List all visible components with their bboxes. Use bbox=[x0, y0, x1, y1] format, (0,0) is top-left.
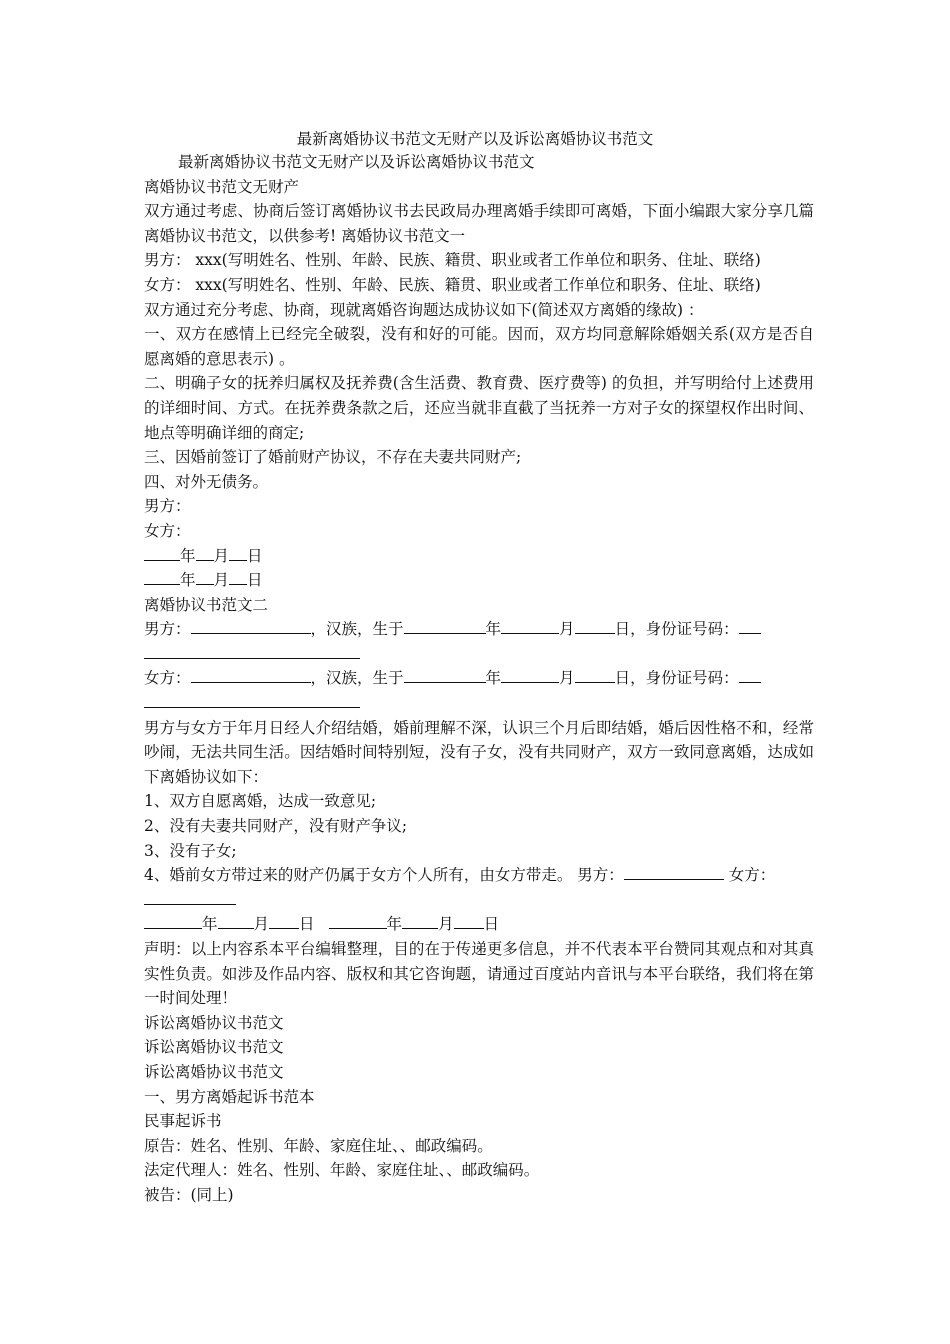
id-label: ，身份证号码： bbox=[630, 669, 739, 688]
id-blank bbox=[739, 667, 761, 683]
signature-male: 男方： bbox=[144, 497, 191, 516]
month-blank bbox=[218, 913, 254, 929]
day-blank bbox=[454, 913, 484, 929]
s2-item-4-female: 女方： bbox=[723, 866, 776, 885]
id-blank-cont bbox=[144, 692, 360, 708]
day-label: 日 bbox=[247, 546, 263, 565]
s2-female-line-cont bbox=[144, 691, 814, 716]
clause-3: 三、因婚前签订了婚前财产协议，不存在夫妻共同财产; bbox=[144, 448, 522, 467]
month-label: 月 bbox=[213, 546, 230, 565]
year-label: 年 bbox=[485, 669, 502, 688]
civil-complaint-title: 民事起诉书 bbox=[144, 1112, 222, 1131]
document-body bbox=[144, 150, 814, 1208]
year-label: 年 bbox=[180, 571, 196, 590]
plaintiff-line: 原告：姓名、性别、年龄、家庭住址、、邮政编码。 bbox=[144, 1136, 493, 1155]
name-blank bbox=[191, 667, 311, 683]
year-blank bbox=[144, 545, 180, 561]
month-blank bbox=[196, 545, 214, 561]
month-blank bbox=[402, 913, 438, 929]
clause-2: 二、明确子女的抚养归属权及抚养费(含生活费、教育费、医疗费等) 的负担，并写明给付上述费用的详细时间、方式。在抚养费条款之后，还应当就非直截了当抚养一方对子女的探望权作出时间、地点等明确详细的商定; bbox=[144, 374, 814, 442]
defendant-line: 被告：(同上) bbox=[144, 1185, 234, 1204]
sample-2-heading: 离婚协议书范文二 bbox=[144, 595, 269, 614]
month-label: 月 bbox=[559, 620, 575, 639]
day-blank bbox=[575, 667, 615, 683]
female-info-line: 女方： xxx(写明姓名、性别、年龄、民族、籍贯、职业或者工作单位和职务、住址、联络) bbox=[144, 275, 761, 294]
month-blank bbox=[196, 569, 214, 585]
month-label: 月 bbox=[213, 571, 230, 590]
disclaimer: 声明：以上内容系本平台编辑整理，目的在于传递更多信息，并不代表本平台赞同其观点和对其真实性负责。如涉及作品内容、版权和其它咨询题，请通过百度站内音讯与本平台联络，我们将在第一时间处理！ bbox=[144, 940, 814, 1008]
month-blank bbox=[501, 667, 559, 683]
day-blank bbox=[269, 913, 299, 929]
female-sign-blank bbox=[144, 889, 236, 905]
day-label: 日 bbox=[614, 669, 631, 688]
day-blank bbox=[229, 545, 247, 561]
s2-item-3: 3、没有子女; bbox=[144, 841, 237, 860]
agreement-intro: 双方通过充分考虑、协商，现就离婚咨询题达成协议如下(简述双方离婚的缘故) ： bbox=[144, 300, 704, 319]
male-sign-blank bbox=[624, 864, 724, 880]
document-subtitle: 最新离婚协议书范文无财产以及诉讼离婚协议书范文 bbox=[178, 153, 535, 171]
s2-male-line-cont bbox=[144, 642, 814, 667]
ethnic-born-label: ，汉族，生于 bbox=[310, 669, 404, 688]
signature-female: 女方： bbox=[144, 521, 191, 540]
year-blank bbox=[404, 618, 486, 634]
month-blank bbox=[501, 618, 559, 634]
intro-paragraph: 双方通过考虑、协商后签订离婚协议书去民政局办理离婚手续即可离婚，下面小编跟大家分享几篇离婚协议书范文，以供参考! 离婚协议书范文一 bbox=[144, 202, 814, 245]
s2-item-2: 2、没有夫妻共同财产，没有财产争议; bbox=[144, 817, 408, 836]
name-blank bbox=[191, 618, 311, 634]
male-info-line: 男方： xxx(写明姓名、性别、年龄、民族、籍贯、职业或者工作单位和职务、住址、联络) bbox=[144, 251, 761, 270]
s2-male-line bbox=[144, 617, 814, 642]
s2-female-label: 女方： bbox=[144, 669, 191, 688]
legal-agent-line: 法定代理人：姓名、性别、年龄、家庭住址、、邮政编码。 bbox=[144, 1161, 540, 1180]
year-blank bbox=[404, 667, 486, 683]
day-label: 日 bbox=[614, 620, 631, 639]
document-title: 最新离婚协议书范文无财产以及诉讼离婚协议书范文 bbox=[296, 130, 654, 148]
month-label: 月 bbox=[559, 669, 575, 688]
month-label: 月 bbox=[253, 915, 270, 934]
date-line-1 bbox=[144, 544, 814, 569]
year-label: 年 bbox=[202, 915, 218, 934]
day-blank bbox=[229, 569, 247, 585]
year-blank bbox=[144, 569, 180, 585]
year-blank bbox=[329, 913, 387, 929]
id-label: ，身份证号码： bbox=[630, 620, 739, 639]
day-label: 日 bbox=[483, 915, 500, 934]
complaint-heading: 一、男方离婚起诉书范本 bbox=[144, 1087, 315, 1106]
section-heading-no-property: 离婚协议书范文无财产 bbox=[144, 177, 300, 196]
litigation-heading-3: 诉讼离婚协议书范文 bbox=[144, 1062, 284, 1081]
day-label: 日 bbox=[247, 571, 263, 590]
ethnic-born-label: ，汉族，生于 bbox=[310, 620, 404, 639]
s2-item-4-text: 4、婚前女方带过来的财产仍属于女方个人所有，由女方带走。 男方： bbox=[144, 866, 624, 885]
s2-item-4 bbox=[144, 863, 814, 888]
s2-paragraph: 男方与女方于年月日经人介绍结婚，婚前理解不深，认识三个月后即结婚，婚后因性格不和，经常吵闹，无法共同生活。因结婚时间特别短，没有子女，没有共同财产，双方一致同意离婚，达成如下离婚协议如下： bbox=[144, 718, 814, 786]
s2-female-line bbox=[144, 666, 814, 691]
litigation-heading-1: 诉讼离婚协议书范文 bbox=[144, 1013, 284, 1032]
litigation-heading-2: 诉讼离婚协议书范文 bbox=[144, 1038, 284, 1057]
year-label: 年 bbox=[386, 915, 403, 934]
clause-4: 四、对外无债务。 bbox=[144, 472, 269, 491]
id-blank-cont bbox=[144, 643, 360, 659]
day-label: 日 bbox=[299, 915, 315, 934]
year-label: 年 bbox=[485, 620, 502, 639]
s2-date-line bbox=[144, 912, 814, 937]
day-blank bbox=[575, 618, 615, 634]
date-line-2 bbox=[144, 568, 814, 593]
id-blank bbox=[739, 618, 761, 634]
clause-1: 一、双方在感情上已经完全破裂，没有和好的可能。因而，双方均同意解除婚姻关系(双方是否自愿离婚的意思表示) 。 bbox=[144, 325, 814, 368]
year-blank bbox=[144, 913, 202, 929]
s2-item-1: 1、双方自愿离婚，达成一致意见; bbox=[144, 792, 377, 811]
s2-item-4-cont bbox=[144, 888, 814, 913]
month-label: 月 bbox=[438, 915, 454, 934]
s2-male-label: 男方： bbox=[144, 620, 191, 639]
year-label: 年 bbox=[180, 546, 196, 565]
